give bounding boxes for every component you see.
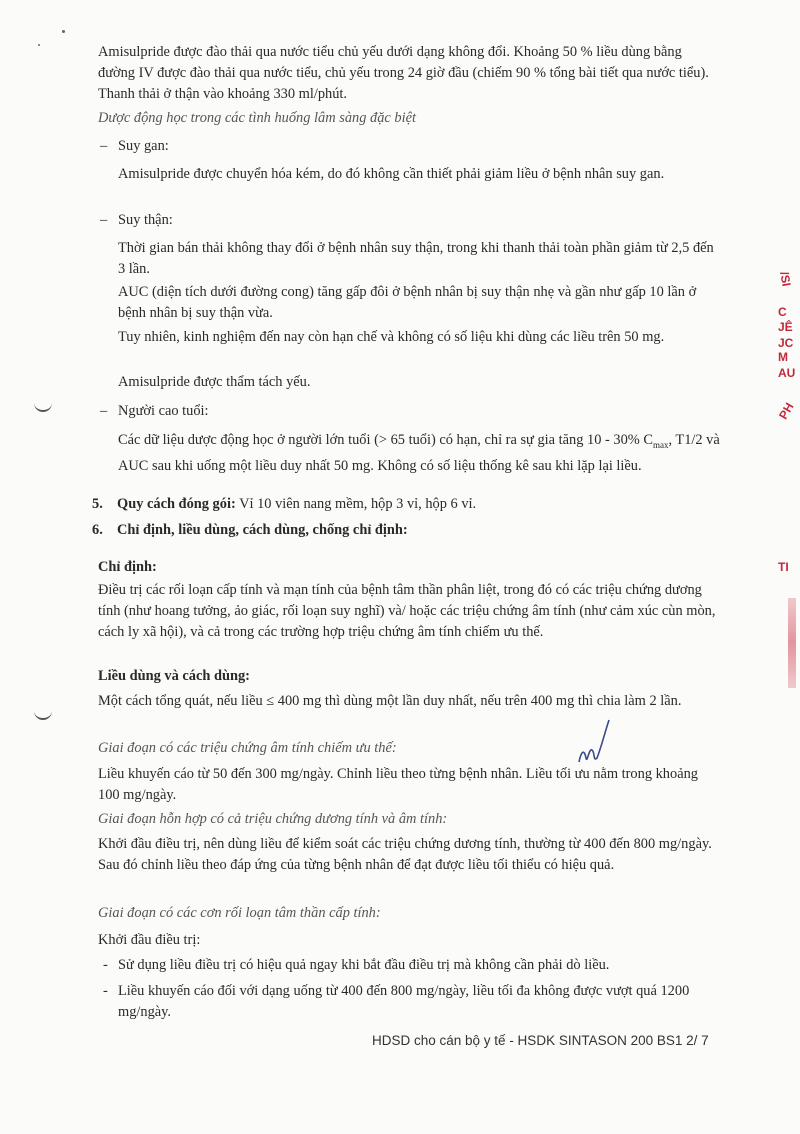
dosage-heading: Liều dùng và cách dùng: [98,668,250,684]
scan-speck [38,44,40,46]
phase-acute-heading: Giai đoạn có các cơn rối loạn tâm thần cấp tính: [98,905,381,921]
indication-text: Điều trị các rối loạn cấp tính và mạn tính của bệnh tâm thần phân liệt, trong đó có các triệu chứng dương tính (như hoang tưởng, ảo giác, rối loạn suy nghĩ) và/ hoặc các triệu chứng âm tính (như cảm xúc cùn mòn, cách ly xã hội), và cả trong các trường hợp triệu chứng âm tính chiếm ưu thế. [98,582,716,640]
indication-heading: Chỉ định: [98,559,157,575]
punch-hole-mark [34,708,52,720]
signature-mark [575,718,615,773]
punch-hole-mark [34,400,52,412]
bullet-dash: - [103,983,108,999]
section-5-title: Quy cách đóng gói: [117,496,236,512]
kidney-text-4: Amisulpride được thẩm tách yếu. [118,374,311,390]
stamp-text: /SI [777,270,794,288]
stamp-text: JC [778,336,794,350]
stamp-text: JÊ [778,320,793,334]
phase-acute-intro: Khởi đầu điều trị: [98,932,201,948]
stamp-text: PH [776,400,797,422]
elderly-text-b: , T1/2 và AUC sau khi uống một liều duy nhất 50 mg. Không có số liệu thống kê sau khi lặp lại liều. [118,432,720,474]
phase-mixed-heading: Giai đoạn hỗn hợp có cả triệu chứng dương tính và âm tính: [98,811,448,827]
phase-mixed-text: Khởi đầu điều trị, nên dùng liều để kiểm soát các triệu chứng dương tính, thường từ 400 đến 800 mg/ngày. Sau đó chỉnh liều theo đáp ứng của từng bệnh nhân để đạt được liều tối thiểu có hiệu quả. [98,836,712,873]
phase-negative-heading: Giai đoạn có các triệu chứng âm tính chiếm ưu thế: [98,740,397,756]
section-6-number: 6. [92,522,103,538]
section-5-text: Vỉ 10 viên nang mềm, hộp 3 vỉ, hộp 6 vỉ. [235,496,477,512]
liver-failure-text: Amisulpride được chuyển hóa kém, do đó không cần thiết phải giảm liều ở bệnh nhân suy gan. [118,166,665,182]
elimination-paragraph: Amisulpride được đào thải qua nước tiểu chủ yếu dưới dạng không đổi. Khoảng 50 % liều dùng bằng đường IV được đào thải qua nước tiểu, chủ yếu trong 24 giờ đầu (chiếm 90 % tổng bài tiết qua nước tiểu). Thanh thải ở thận vào khoảng 330 ml/phút. [98,44,709,102]
phase-acute-bullet-2: Liều khuyến cáo đối với dạng uống từ 400 đến 800 mg/ngày, liều tối đa không được vượt quá 1200 mg/ngày. [118,983,690,1020]
stamp-text: M [778,350,788,364]
elderly-text-a: Các dữ liệu dược động học ở người lớn tuổi (> 65 tuổi) có hạn, chỉ ra sự gia tăng 10 - 30% C [118,432,653,448]
bullet-dash: – [100,212,108,228]
bullet-dash: – [100,403,108,419]
kidney-text-2: AUC (diện tích dưới đường cong) tăng gấp đôi ở bệnh nhân bị suy thận nhẹ và gần như gấp 10 lần ở bệnh nhân bị suy thận vừa. [118,284,697,321]
scan-speck [62,30,65,33]
liver-failure-label: Suy gan: [118,138,169,154]
bullet-dash: – [100,138,108,154]
kidney-text-1: Thời gian bán thải không thay đổi ở bệnh nhân suy thận, trong khi thanh thải toàn phần giảm từ 2,5 đến 3 lần. [118,240,714,277]
stamp-text: TI [778,560,789,574]
cmax-subscript: max [652,439,669,450]
page-footer: HDSD cho cán bộ y tế - HSDK SINTASON 200 BS1 2/ 7 [372,1033,709,1048]
stamp-text: AU [778,366,796,380]
phase-acute-bullet-1: Sử dụng liều điều trị có hiệu quả ngay khi bắt đầu điều trị mà không cần phải dò liều. [118,957,610,973]
elderly-text [118,430,720,477]
section-5-number: 5. [92,496,103,512]
special-situations-heading: Dược động học trong các tình huống lâm sàng đặc biệt [98,110,416,126]
elderly-label: Người cao tuổi: [118,403,209,419]
bullet-dash: - [103,957,108,973]
section-6-title: Chỉ định, liều dùng, cách dùng, chống chỉ định: [117,522,408,538]
stamp-smear [788,598,796,688]
kidney-text-3: Tuy nhiên, kinh nghiệm đến nay còn hạn chế và không có số liệu khi dùng các liều trên 50 mg. [118,329,665,345]
dosage-text: Một cách tổng quát, nếu liều ≤ 400 mg thì dùng một lần duy nhất, nếu trên 400 mg thì chia làm 2 lần. [98,693,682,709]
phase-negative-text: Liều khuyến cáo từ 50 đến 300 mg/ngày. Chỉnh liều theo từng bệnh nhân. Liều tối ưu nằm trong khoảng 100 mg/ngày. [98,766,698,803]
stamp-text: C [778,305,787,319]
section-5-line [117,494,476,515]
kidney-failure-label: Suy thận: [118,212,173,228]
